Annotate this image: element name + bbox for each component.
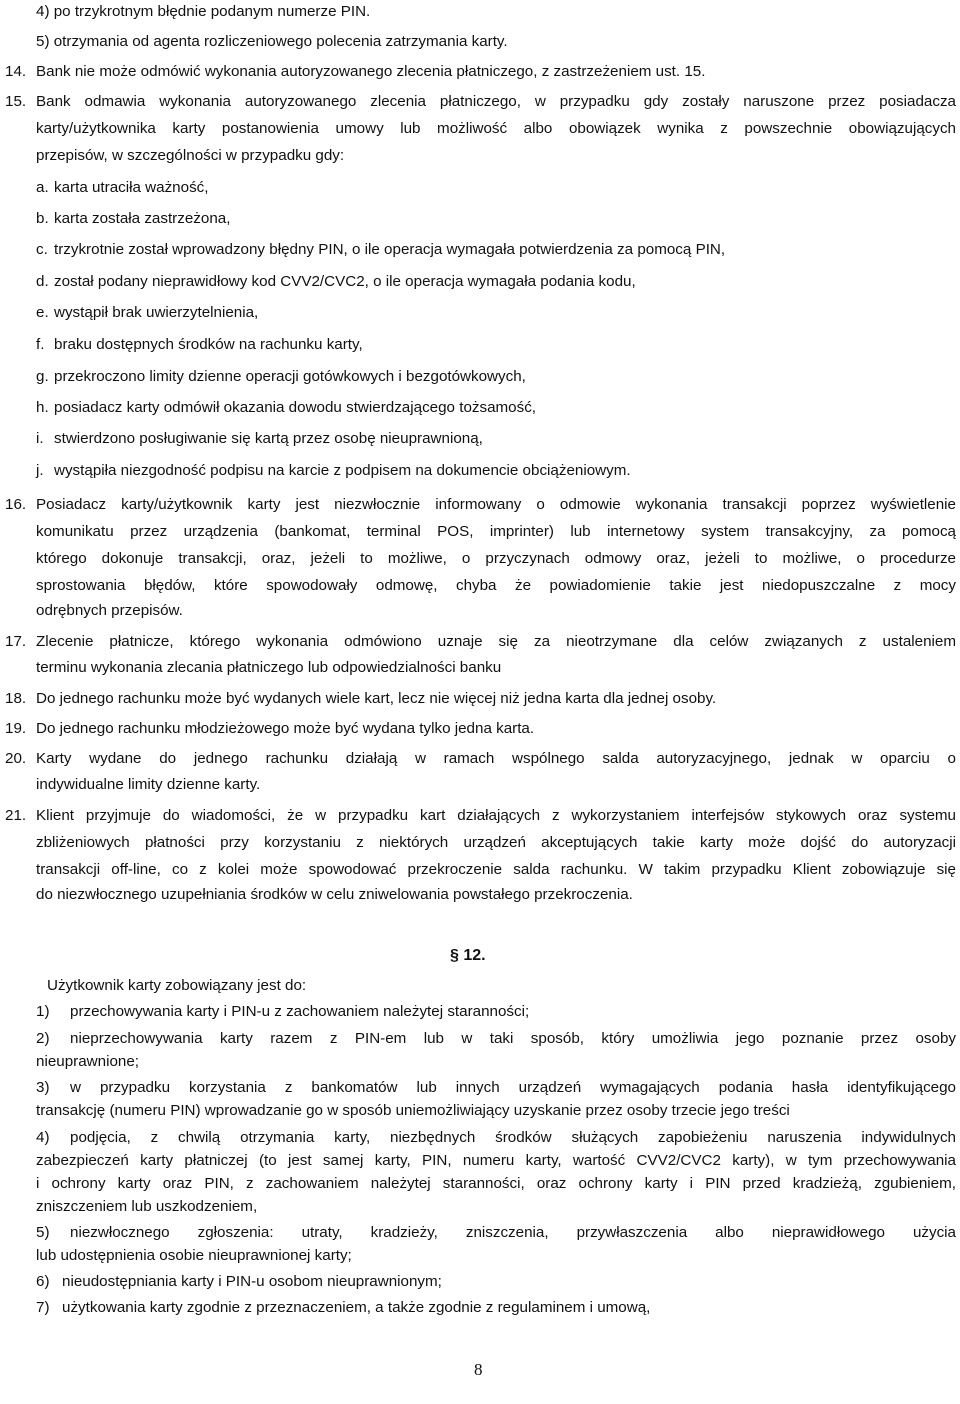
list-item-continuation: zniszczeniem lub uszkodzeniem, (36, 1198, 258, 1215)
list-item-letter: b. (36, 210, 49, 227)
paragraph-19: Do jednego rachunku młodzieżowego może być wydana tylko jedna karta. (36, 720, 535, 737)
list-item-number: 6) (36, 1273, 50, 1290)
list-item-letter: i. (36, 430, 44, 447)
list-item: stwierdzono posługiwanie się kartą przez osobę nieuprawnioną, (54, 430, 483, 447)
list-item-continuation: lub udostępnienia osobie nieuprawnionej karty; (36, 1247, 352, 1264)
paragraph-16-line: którego dokonuje transakcji, oraz, jeżeli to możliwe, o przyczynach odmowy oraz, jeżeli to możliwe, o procedurze (36, 550, 956, 567)
list-item-letter: f. (36, 336, 45, 353)
paragraph-number: 21. (5, 807, 27, 824)
list-item: niezwłocznego zgłoszenia: utraty, kradzieży, zniszczenia, przywłaszczenia albo nieprawidłowego użycia (70, 1224, 956, 1241)
list-item: wystąpiła niezgodność podpisu na karcie z podpisem na dokumencie obciążeniowym. (54, 462, 631, 479)
paragraph-21-line: transakcji off-line, co z kolei może spowodować przekroczenie salda rachunku. W takim przypadku Klient zobowiązuje się (36, 861, 956, 878)
list-item: w przypadku korzystania z bankomatów lub innych urządzeń wymagających podania hasła identyfikującego (70, 1079, 956, 1096)
section-intro: Użytkownik karty zobowiązany jest do: (47, 977, 307, 994)
list-item-letter: g. (36, 368, 49, 385)
list-item-number: 1) (36, 1003, 50, 1020)
paragraph-number: 19. (5, 720, 27, 737)
paragraph-20-line: Karty wydane do jednego rachunku działają w ramach wspólnego salda autoryzacyjnego, jednak w oparciu o (36, 750, 956, 767)
paragraph-16-line: odrębnych przepisów. (36, 602, 183, 619)
paragraph-number: 16. (5, 496, 27, 513)
paragraph-14: Bank nie może odmówić wykonania autoryzowanego zlecenia płatniczego, z zastrzeżeniem ust. 15. (36, 63, 706, 80)
paragraph-number: 14. (5, 63, 27, 80)
list-item: 4) po trzykrotnym błędnie podanym numerze PIN. (36, 3, 371, 20)
list-item-continuation: i ochrony karty oraz PIN, z zachowaniem należytej staranności, oraz ochrony karty i PIN przed kradzieżą, zgubieniem, (36, 1175, 956, 1192)
list-item: posiadacz karty odmówił okazania dowodu stwierdzającego tożsamość, (54, 399, 537, 416)
list-item-letter: a. (36, 179, 49, 196)
paragraph-21-line: do niezwłocznego uzupełniania środków w celu zniwelowania powstałego przekroczenia. (36, 886, 633, 903)
list-item-number: 7) (36, 1299, 50, 1316)
list-item-number: 2) (36, 1030, 50, 1047)
paragraph-15-line: karty/użytkownika karty postanowienia umowy lub możliwość albo obowiązek wynika z powszechnie obowiązujących (36, 120, 956, 137)
list-item: braku dostępnych środków na rachunku karty, (54, 336, 363, 353)
paragraph-number: 20. (5, 750, 27, 767)
paragraph-16-line: Posiadacz karty/użytkownik karty jest niezwłocznie informowany o odmowie wykonania transakcji poprzez wyświetlenie (36, 496, 956, 513)
list-item: wystąpił brak uwierzytelnienia, (54, 304, 259, 321)
paragraph-16-line: komunikatu przez urządzenia (bankomat, terminal POS, imprinter) lub internetowy system transakcyjny, za pomocą (36, 523, 956, 540)
list-item: nieudostępniania karty i PIN-u osobom nieuprawnionym; (62, 1273, 442, 1290)
paragraph-number: 18. (5, 690, 27, 707)
paragraph-21-line: zbliżeniowych płatności przy korzystaniu z niektórych urządzeń akceptujących takie karty może dojść do autoryzacji (36, 834, 956, 851)
paragraph-15-line: przepisów, w szczególności w przypadku gdy: (36, 147, 345, 164)
list-item: trzykrotnie został wprowadzony błędny PIN, o ile operacja wymagała potwierdzenia za pomocą PIN, (54, 241, 726, 258)
list-item: został podany nieprawidłowy kod CVV2/CVC2, o ile operacja wymagała podania kodu, (54, 273, 636, 290)
list-item-continuation: nieuprawnione; (36, 1053, 140, 1070)
list-item-letter: d. (36, 273, 49, 290)
list-item: przechowywania karty i PIN-u z zachowaniem należytej staranności; (70, 1003, 530, 1020)
list-item: użytkowania karty zgodnie z przeznaczeniem, a także zgodnie z regulaminem i umową, (62, 1299, 651, 1316)
list-item: karta została zastrzeżona, (54, 210, 231, 227)
paragraph-20-line: indywidualne limity dzienne karty. (36, 776, 261, 793)
list-item-number: 4) (36, 1129, 50, 1146)
list-item: karta utraciła ważność, (54, 179, 209, 196)
paragraph-15-line: Bank odmawia wykonania autoryzowanego zlecenia płatniczego, w przypadku gdy zostały naruszone przez posiadacza (36, 93, 956, 110)
list-item-letter: h. (36, 399, 49, 416)
paragraph-21-line: Klient przyjmuje do wiadomości, że w przypadku kart działających z wykorzystaniem interfejsów stykowych oraz systemu (36, 807, 956, 824)
list-item-continuation: transakcję (numeru PIN) wprowadzanie go w sposób uniemożliwiający uzyskanie przez osoby trzecie jego treści (36, 1102, 790, 1119)
list-item: podjęcia, z chwilą otrzymania karty, niezbędnych środków służących zapobieżeniu naruszenia indywidulnych (70, 1129, 956, 1146)
page-number: 8 (474, 1360, 483, 1379)
paragraph-18: Do jednego rachunku może być wydanych wiele kart, lecz nie więcej niż jedna karta dla jednej osoby. (36, 690, 717, 707)
paragraph-number: 15. (5, 93, 27, 110)
paragraph-17-line: Zlecenie płatnicze, którego wykonania odmówiono uznaje się za nieotrzymane dla celów związanych z ustaleniem (36, 633, 956, 650)
paragraph-16-line: sprostowania błędów, które spowodowały odmowę, chyba że powiadomienie takie jest niedopuszczalne z mocy (36, 577, 956, 594)
list-item-letter: c. (36, 241, 48, 258)
list-item-letter: j. (36, 462, 44, 479)
paragraph-17-line: terminu wykonania zlecania płatniczego lub odpowiedzialności banku (36, 659, 502, 676)
list-item: 5) otrzymania od agenta rozliczeniowego polecenia zatrzymania karty. (36, 33, 508, 50)
list-item: przekroczono limity dzienne operacji gotówkowych i bezgotówkowych, (54, 368, 526, 385)
list-item-letter: e. (36, 304, 49, 321)
list-item-number: 5) (36, 1224, 50, 1241)
list-item-continuation: zabezpieczeń karty płatniczej (to jest samej karty, PIN, numeru karty, wartość CVV2/CVC2 karty), w tym przechowywania (36, 1152, 956, 1169)
list-item-number: 3) (36, 1079, 50, 1096)
section-heading: § 12. (450, 947, 486, 964)
list-item: nieprzechowywania karty razem z PIN-em lub w taki sposób, który umożliwia jego poznanie przez osoby (70, 1030, 956, 1047)
paragraph-number: 17. (5, 633, 27, 650)
